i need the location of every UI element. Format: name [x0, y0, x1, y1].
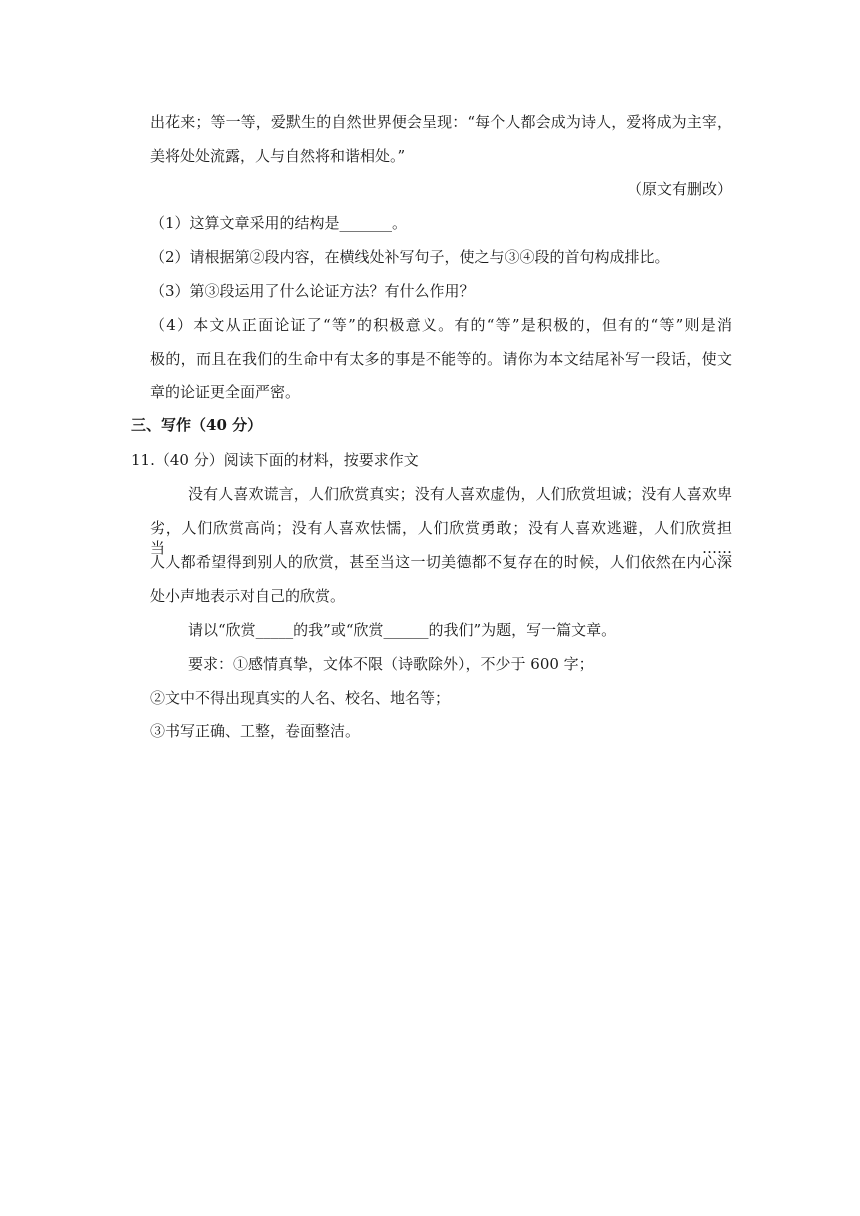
requirement-3: ③书写正确、工整，卷面整洁。: [150, 722, 361, 740]
question-3: （3）第③段运用了什么论证方法？有什么作用？: [150, 282, 475, 300]
material-line: 没有人喜欢谎言，人们欣赏真实；没有人喜欢虚伪，人们欣赏坦诚；没有人喜欢卑: [188, 485, 732, 503]
material-line: 处小声地表示对自己的欣赏。: [150, 587, 346, 605]
writing-prompt: 请以“欣赏_____的我”或“欣赏______的我们”为题，写一篇文章。: [188, 621, 617, 639]
question-1: （1）这算文章采用的结构是_______。: [150, 214, 408, 232]
question-4-line: 极的，而且在我们的生命中有太多的事是不能等的。请你为本文结尾补写一段话，使文: [150, 350, 732, 368]
material-line: 劣，人们欣赏高尚；没有人喜欢怯懦，人们欣赏勇敢；没有人喜欢逃避，人们欣赏担当……: [150, 519, 732, 557]
passage-line: 美将处处流露，人与自然将和谐相处。”: [150, 147, 406, 165]
question-4-line: 章的论证更全面严密。: [150, 383, 301, 401]
question-2: （2）请根据第②段内容，在横线处补写句子，使之与③④段的首句构成排比。: [150, 248, 670, 266]
section-heading: 三、写作（40 分）: [131, 416, 263, 434]
requirement-1: 要求：①感情真挚，文体不限（诗歌除外），不少于 600 字；: [188, 655, 594, 673]
requirement-2: ②文中不得出现真实的人名、校名、地名等；: [150, 689, 451, 707]
passage-line: 出花来；等一等，爱默生的自然世界便会呈现：“每个人都会成为诗人，爱将成为主宰，: [150, 113, 732, 131]
material-line: 人人都希望得到别人的欣赏，甚至当这一切美德都不复存在的时候，人们依然在内心深: [150, 553, 732, 571]
question-4-line: （4）本文从正面论证了“等”的积极意义。有的“等”是积极的，但有的“等”则是消: [150, 316, 732, 334]
source-note: （原文有删改）: [626, 180, 732, 198]
item-title: 11.（40 分）阅读下面的材料，按要求作文: [131, 451, 419, 469]
